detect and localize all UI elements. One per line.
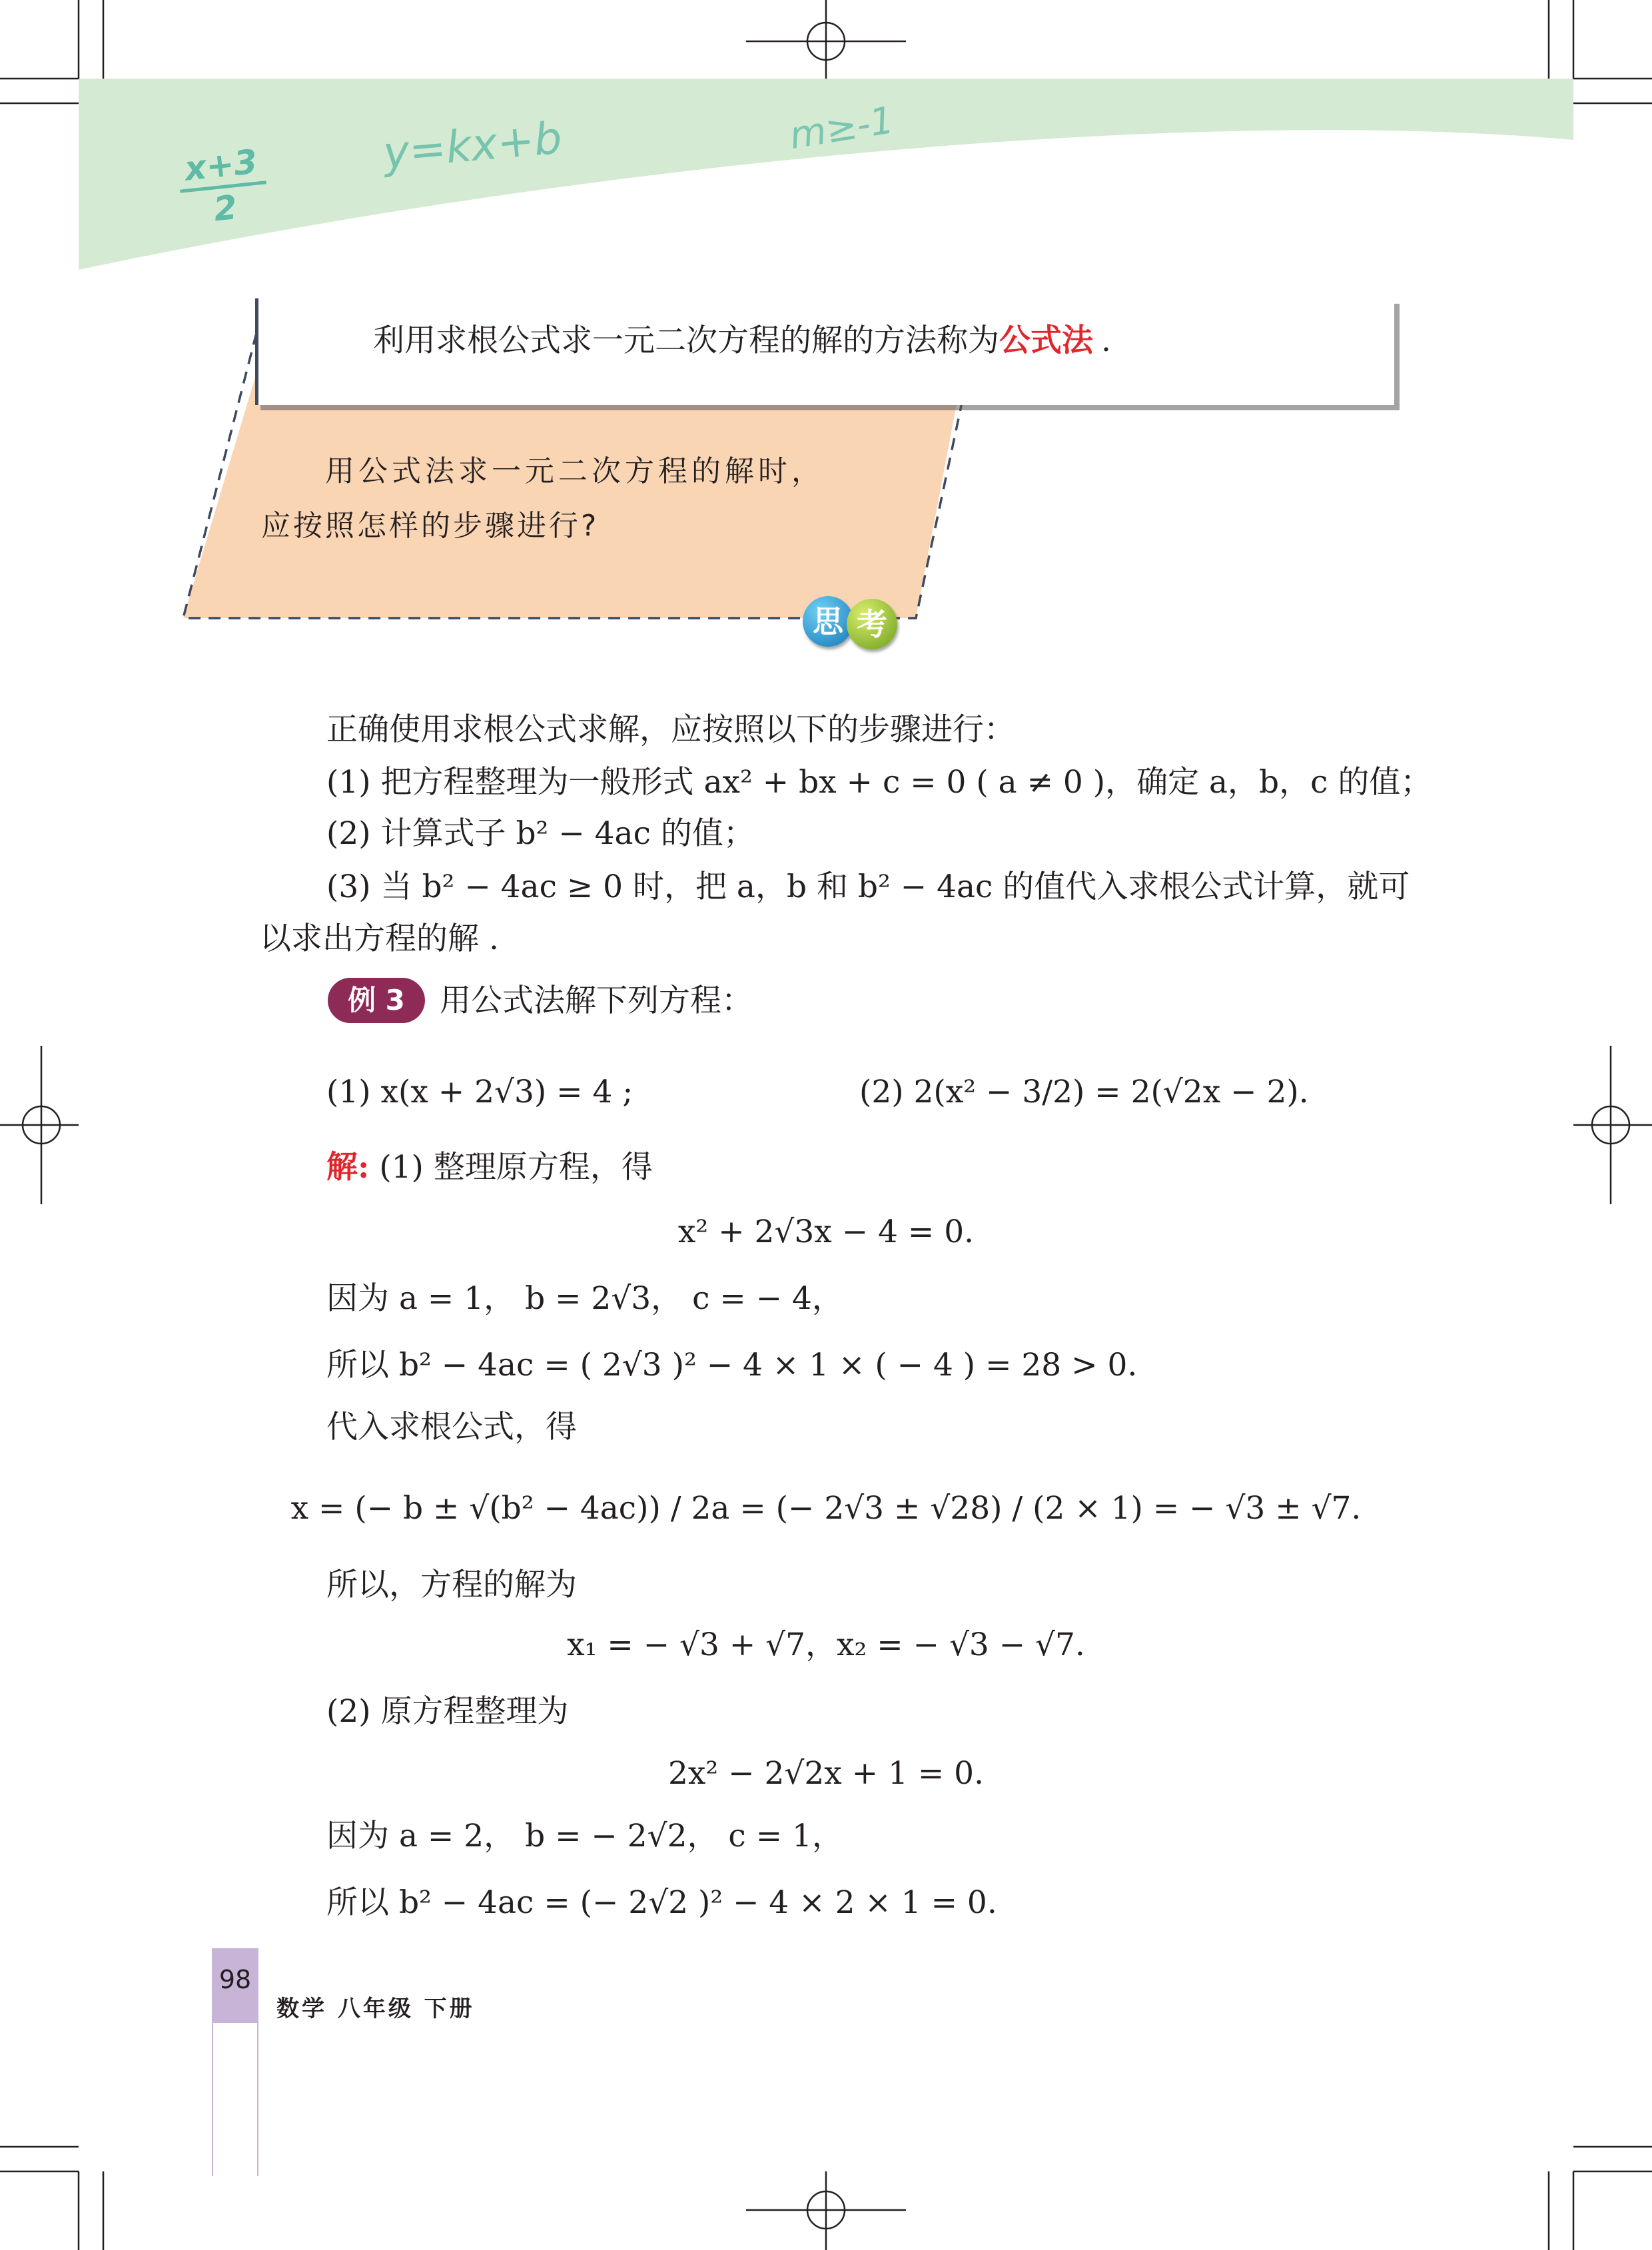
think-badge bbox=[803, 596, 916, 649]
steps-intro: 正确使用求根公式求解，应按照以下的步骤进行： bbox=[326, 711, 1015, 748]
solution-part-1-coefficients: 因为 a = 1， b = 2√3， c = − 4， bbox=[326, 1280, 843, 1317]
step-3-line-2: 以求出方程的解 . bbox=[260, 921, 499, 957]
solution-part-1-intro bbox=[326, 1148, 653, 1188]
definition-text-main: 利用求根公式求一元二次方程的解的方法称为 bbox=[373, 322, 999, 359]
example-problem-1: (1) x(x + 2√3) = 4 ; bbox=[326, 1074, 633, 1110]
step-2: (2) 计算式子 b² − 4ac 的值； bbox=[326, 815, 755, 852]
header-formula-inequality: m≥-1 bbox=[786, 99, 897, 158]
solution-part-1-substitute-intro: 代入求根公式，得 bbox=[326, 1409, 577, 1445]
think-badge-char-1: 思 bbox=[803, 596, 853, 647]
step-3-line-1: (3) 当 b² − 4ac ≥ 0 时，把 a，b 和 b² − 4ac 的值代入求根公式计算，就可 bbox=[326, 869, 1410, 905]
solution-part-2-discriminant: 所以 b² − 4ac = (− 2√2 )² − 4 × 2 × 1 = 0. bbox=[326, 1884, 997, 1921]
solution-part-1-intro-text: (1) 整理原方程，得 bbox=[379, 1149, 653, 1186]
example-badge: 例 3 bbox=[328, 978, 425, 1023]
step-1: (1) 把方程整理为一般形式 ax² + bx + c = 0 ( a ≠ 0 )，确定 a，b，c 的值； bbox=[326, 764, 1432, 801]
example-title: 用公式法解下列方程： bbox=[440, 982, 753, 1019]
solution-part-1-discriminant: 所以 b² − 4ac = ( 2√3 )² − 4 × 1 × ( − 4 ) = 28 > 0. bbox=[326, 1347, 1138, 1383]
think-badge-char-2: 考 bbox=[847, 599, 897, 649]
solution-part-2-equation: 2x² − 2√2x + 1 = 0. bbox=[667, 1755, 985, 1792]
solution-part-2-intro: (2) 原方程整理为 bbox=[326, 1693, 569, 1730]
example-problem-2: (2) 2(x² − 3/2) = 2(√2x − 2). bbox=[859, 1074, 1309, 1110]
definition-period: . bbox=[1101, 322, 1111, 359]
solution-part-1-result-intro: 所以，方程的解为 bbox=[326, 1567, 577, 1603]
book-title: 数学 八年级 下册 bbox=[276, 1996, 475, 2022]
page-tab-line bbox=[212, 2023, 258, 2176]
definition-term: 公式法 bbox=[999, 322, 1093, 359]
definition-text bbox=[373, 321, 1111, 361]
page-number: 98 bbox=[218, 1965, 252, 1994]
solution-label: 解: bbox=[326, 1149, 370, 1186]
thinking-question-line-1: 用公式法求一元二次方程的解时， bbox=[325, 454, 825, 488]
thinking-question-line-2: 应按照怎样的步骤进行? bbox=[261, 509, 600, 543]
solution-part-1-equation: x² + 2√3x − 4 = 0. bbox=[677, 1214, 975, 1250]
header-formula-linear: y=kx+b bbox=[381, 112, 564, 179]
header-formula-fraction: x+3 2 bbox=[176, 141, 270, 233]
solution-part-1-result: x₁ = − √3 + √7，x₂ = − √3 − √7. bbox=[567, 1627, 1085, 1663]
solution-part-1-root-formula: x = (− b ± √(b² − 4ac)) / 2a = (− 2√3 ± √28) / (2 × 1) = − √3 ± √7. bbox=[290, 1490, 1362, 1527]
solution-part-2-coefficients: 因为 a = 2， b = − 2√2， c = 1， bbox=[326, 1818, 843, 1854]
